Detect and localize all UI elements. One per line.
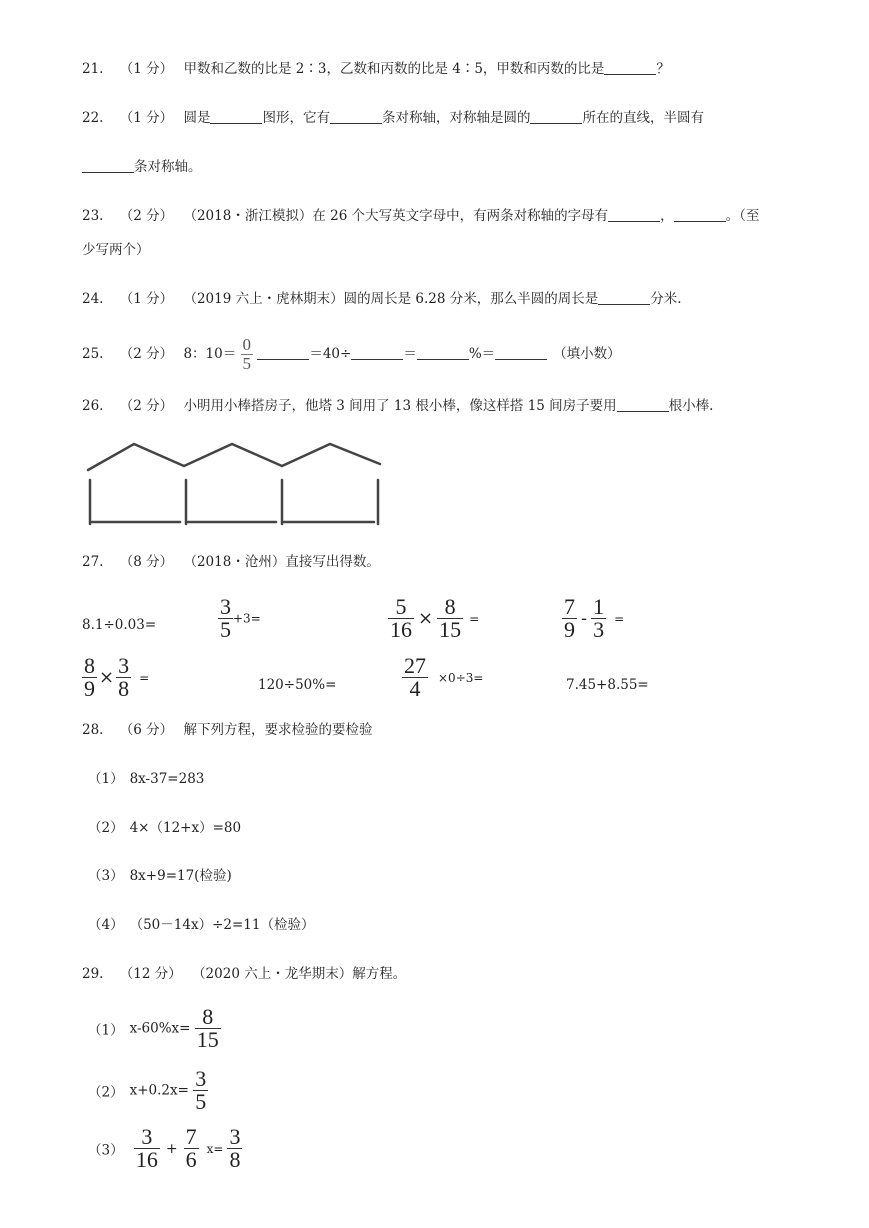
question-number: 22. [82,110,104,126]
fraction [218,596,233,641]
numerator: 3 [220,594,231,619]
question-text: 解下列方程，要求检验的要检验 [183,722,373,738]
fraction [184,1126,199,1171]
answer-blank[interactable] [608,207,660,222]
fraction [134,1126,160,1171]
item-label: （4） [88,917,124,933]
question-text: （2018・浙江模拟）在 26 个大写英文字母中，有两条对称轴的字母有 [183,208,609,224]
expr-text: 7.45+8.55= [566,677,649,693]
denominator: 5 [220,617,231,642]
fraction [562,596,577,641]
question-26 [82,396,713,416]
expr-3 [388,596,479,641]
question-23 [82,206,759,226]
equation-item [88,866,232,886]
fraction [241,336,254,373]
houses-figure [84,438,386,528]
question-27 [82,552,380,572]
item-expr: （50－14x）÷2=11（检验） [129,917,315,933]
question-29 [82,964,406,984]
denominator: 5 [195,1089,207,1114]
question-number: 25. [82,346,104,362]
fraction [227,1126,242,1171]
fraction [402,655,428,700]
question-25 [82,336,621,373]
denominator: 9 [564,617,575,642]
answer-blank[interactable] [351,345,403,360]
answer-blank[interactable] [330,109,382,124]
question-22 [82,108,704,128]
answer-blank[interactable] [210,109,262,124]
question-number: 27. [82,554,104,570]
question-text: （2020 六上・龙华期末）解方程。 [192,966,407,982]
numerator: 0 [242,335,252,354]
denominator: 15 [196,1027,219,1052]
numerator: 7 [185,1124,197,1149]
expr-text: 120÷50%= [258,677,337,693]
question-text: 条对称轴。 [134,159,202,175]
item-expr: 4×（12+x）=80 [129,820,242,836]
question-text: 分米. [650,291,682,307]
question-number: 21. [82,61,104,77]
question-score: （2 分） [119,398,174,414]
question-text: （2019 六上・虎林期末）圆的周长是 6.28 分米，那么半圆的周长是 [183,291,599,307]
denominator: 6 [185,1147,197,1172]
equation-item [88,1006,221,1051]
answer-blank[interactable] [257,345,309,360]
numerator: 8 [437,596,463,619]
item-expr: x+0.2x= [129,1082,189,1099]
operator: + [165,1140,178,1157]
operator: - [581,608,588,629]
question-text: 。（至 [725,208,760,224]
denominator: 8 [229,1147,241,1172]
answer-blank[interactable] [598,290,650,305]
numerator: 7 [564,594,575,619]
question-number: 28. [82,722,104,738]
numerator: 8 [195,1006,221,1029]
question-text: %＝ [468,346,496,362]
expr-8 [566,677,649,693]
denominator: 16 [390,617,412,642]
item-label: （2） [88,1084,124,1101]
numerator: 8 [84,653,95,678]
question-score: （8 分） [119,554,174,570]
equation-item [88,1068,208,1113]
question-text: ＝40÷ [309,346,352,362]
expr-7 [402,655,483,700]
question-text: 条对称轴，对称轴是圆的 [381,110,531,126]
expr-text: +3= [233,611,261,626]
item-expr: x= [206,1141,224,1156]
expr-text: ×0÷3= [438,670,484,685]
denominator: 4 [409,676,421,701]
numerator: 27 [404,653,426,678]
denominator: 15 [439,617,462,642]
question-22-cont [82,157,202,177]
answer-blank[interactable] [604,60,656,75]
fraction [82,655,97,700]
answer-blank[interactable] [417,345,469,360]
question-number: 29. [82,966,104,982]
expr-6 [258,677,336,693]
question-text: 甲数和乙数的比是 2∶3，乙数和丙数的比是 4∶5，甲数和丙数的比是 [183,61,605,77]
denominator: 9 [84,676,95,701]
answer-blank[interactable] [495,345,547,360]
denominator: 3 [593,617,605,642]
question-score: （12 分） [119,966,182,982]
item-label: （1） [88,1022,124,1039]
question-23-cont [82,240,150,260]
numerator: 5 [388,596,414,619]
question-text: 8：10＝ [183,346,237,362]
question-score: （2 分） [119,208,174,224]
fraction [195,1006,221,1051]
question-text: 根小棒. [668,398,714,414]
equals: = [614,611,625,626]
question-text: 图形，它有 [262,110,330,126]
question-score: （1 分） [119,110,174,126]
answer-blank[interactable] [82,158,134,173]
expr-4 [562,596,624,641]
question-score: （6 分） [119,722,174,738]
operator: × [99,667,115,688]
question-number: 23. [82,208,104,224]
fraction [591,596,606,641]
question-score: （1 分） [119,291,174,307]
numerator: 3 [229,1124,241,1149]
operator: × [418,608,434,629]
equals: = [469,611,480,626]
question-text: ＝ [403,346,417,362]
question-text: 圆是 [183,110,211,126]
denominator: 5 [242,354,252,373]
question-21 [82,59,670,79]
question-text: （填小数） [553,346,621,362]
numerator: 1 [593,594,605,619]
question-text: 所在的直线，半圆有 [582,110,704,126]
item-label: （3） [88,868,124,884]
expr-2 [218,596,261,641]
equation-item [88,1126,242,1171]
question-text: （2018・沧州）直接写出得数。 [183,554,380,570]
fraction [437,596,463,641]
question-number: 26. [82,398,104,414]
equation-item [88,818,241,838]
item-label: （1） [88,771,124,787]
question-24 [82,289,682,309]
item-label: （3） [88,1142,124,1159]
question-text: 少写两个） [82,242,150,258]
equation-item [88,769,204,789]
expr-5 [82,655,149,700]
equals: = [139,670,150,685]
item-label: （2） [88,820,124,836]
answer-blank[interactable] [530,109,582,124]
fraction [116,655,131,700]
roofs [88,444,380,470]
fraction [193,1068,208,1113]
question-score: （2 分） [119,346,174,362]
answer-blank[interactable] [617,397,669,412]
item-expr: x-60%x= [129,1020,191,1037]
expr-1 [82,617,156,633]
question-text: 小明用小棒搭房子，他塔 3 间用了 13 根小棒，像这样搭 15 间房子要用 [183,398,617,414]
denominator: 16 [135,1147,158,1172]
expr-text: 8.1÷0.03= [82,617,157,633]
question-text: ， [660,208,674,224]
equation-item [88,915,314,935]
denominator: 8 [118,676,130,701]
numerator: 3 [134,1126,160,1149]
numerator: 3 [118,653,130,678]
question-text-end: ？ [656,61,670,77]
numerator: 3 [195,1066,207,1091]
item-expr: 8x+9=17(检验) [129,868,232,884]
question-number: 24. [82,291,104,307]
item-expr: 8x-37=283 [129,771,205,787]
fraction [388,596,414,641]
answer-blank[interactable] [674,207,726,222]
question-28 [82,720,372,740]
question-score: （1 分） [119,61,174,77]
